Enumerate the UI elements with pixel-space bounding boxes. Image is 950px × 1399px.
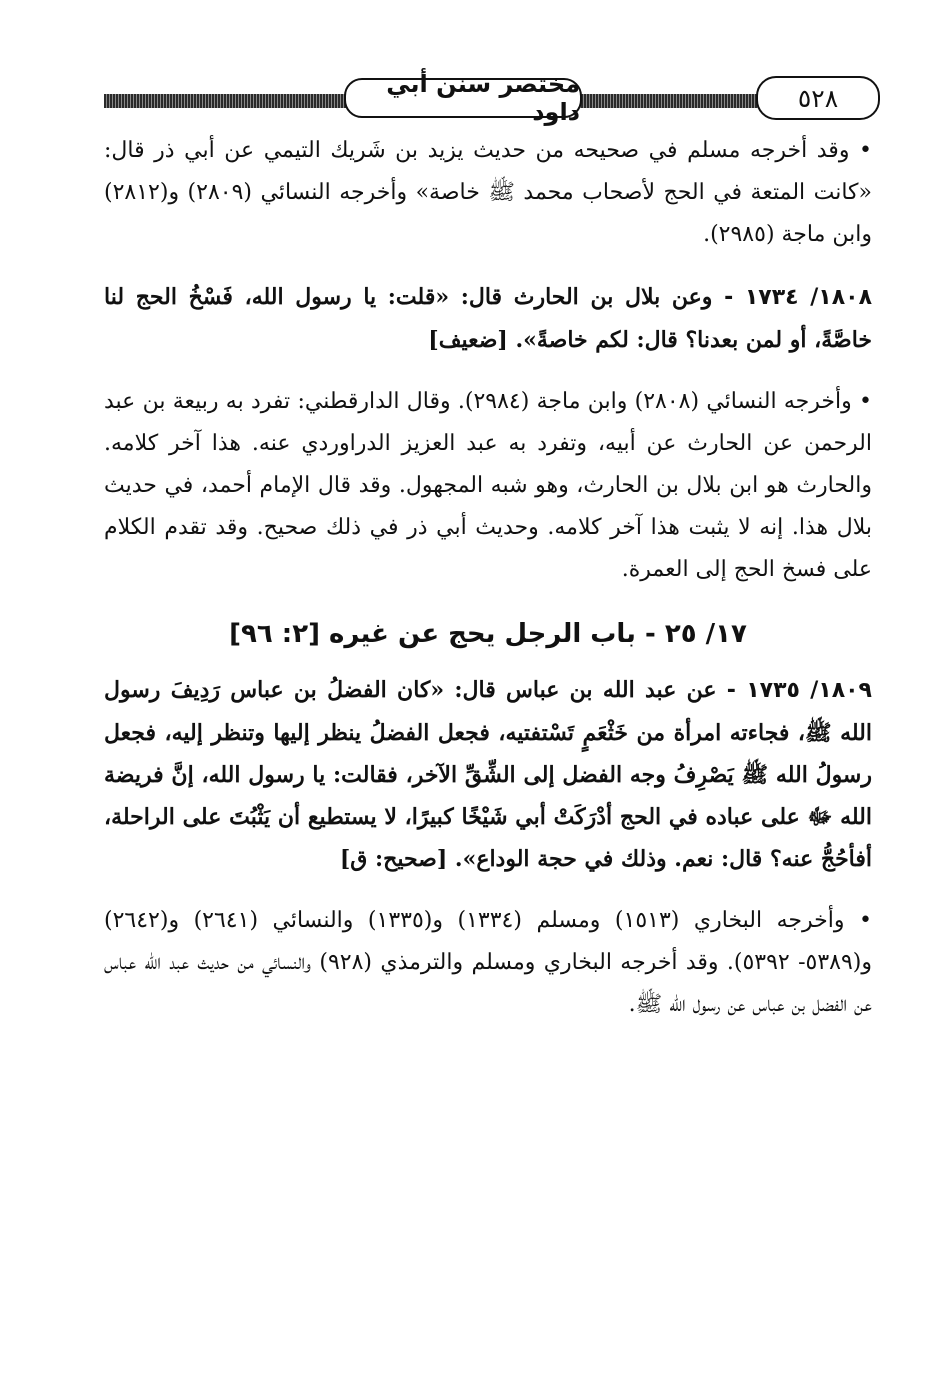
commentary-paragraph (104, 130, 872, 256)
page-number: ٥٢٨ (756, 76, 880, 120)
hadith-text: عن عبد الله بن عباس قال: «كان الفضلُ بن عباس رَدِيفَ رسول الله ﷺ، فجاءته امرأة من خَثْعَمٍ تَسْتفتيه، فجعل الفضلُ ينظر إليها وتنظر إليه، فجعل رسولُ الله ﷺ يَصْرِفُ وجه الفضل إلى الشِّقِّ الآخر، فقالت: يا رسول الله، إنَّ فريضة الله ﷻ على عباده في الحج أدْرَكَتْ أبي شَيْخًا كبيرًا، لا يستطيع أن يَثْبُتَ على الراحلة، أفأحُجُّ عنه؟ قال: نعم. وذلك في حجة الوداع». [صحيح: ق] (104, 677, 872, 872)
chapter-heading: ١٧/ ٢٥ - باب الرجل يحج عن غيره [٢: ٩٦] (229, 619, 747, 649)
hadith-1809 (104, 669, 872, 880)
hadith-number: ١٨٠٩/ ١٧٣٥ - (726, 678, 872, 703)
running-header (104, 70, 872, 126)
commentary-paragraph (104, 900, 872, 1026)
page-body (104, 130, 872, 1026)
hadith-text: وعن بلال بن الحارث قال: «قلت: يا رسول الله، فَسْخُ الحج لنا خاصَّةً، أو لمن بعدنا؟ قال: لكم خاصةً». [ضعيف] (104, 284, 872, 353)
book-title: مختصر سنن أبي داود (344, 78, 582, 118)
commentary-text: وقد أخرجه مسلم في صحيحه من حديث يزيد بن شَريك التيمي عن أبي ذر قال: «كانت المتعة في الحج لأصحاب محمد ﷺ خاصة» وأخرجه النسائي (٢٨٠٩) و(٢٨١٢) وابن ماجة (٢٩٨٥). (104, 138, 872, 247)
hadith-1808 (104, 276, 872, 361)
commentary-text: وأخرجه البخاري (١٥١٣) ومسلم (١٣٣٤) و(١٣٣٥) والنسائي (٢٦٤١) و(٢٦٤٢) و(٥٣٨٩- ٥٣٩٢). وقد أخرجه البخاري ومسلم والترمذي (٩٢٨) والنسائي من حديث عبد الله عباس عن الفضل بن عباس عن رسول الله ﷺ. (104, 908, 873, 1017)
hadith-number: ١٨٠٨/ ١٧٣٤ - (724, 285, 872, 310)
commentary-text: وأخرجه النسائي (٢٨٠٨) وابن ماجة (٢٩٨٤). وقال الدارقطني: تفرد به ربيعة بن عبد الرحمن عن الحارث عن أبيه، وتفرد به عبد العزيز الدراوردي عنه. هذا آخر كلامه. والحارث هو ابن بلال بن الحارث، وهو شبه المجهول. وقد قال الإمام أحمد، في حديث بلال هذا. إنه لا يثبت هذا آخر كلامه. وحديث أبي ذر في ذلك صحيح. وقد تقدم الكلام على فسخ الحج إلى العمرة. (104, 389, 872, 582)
commentary-paragraph (104, 381, 872, 591)
